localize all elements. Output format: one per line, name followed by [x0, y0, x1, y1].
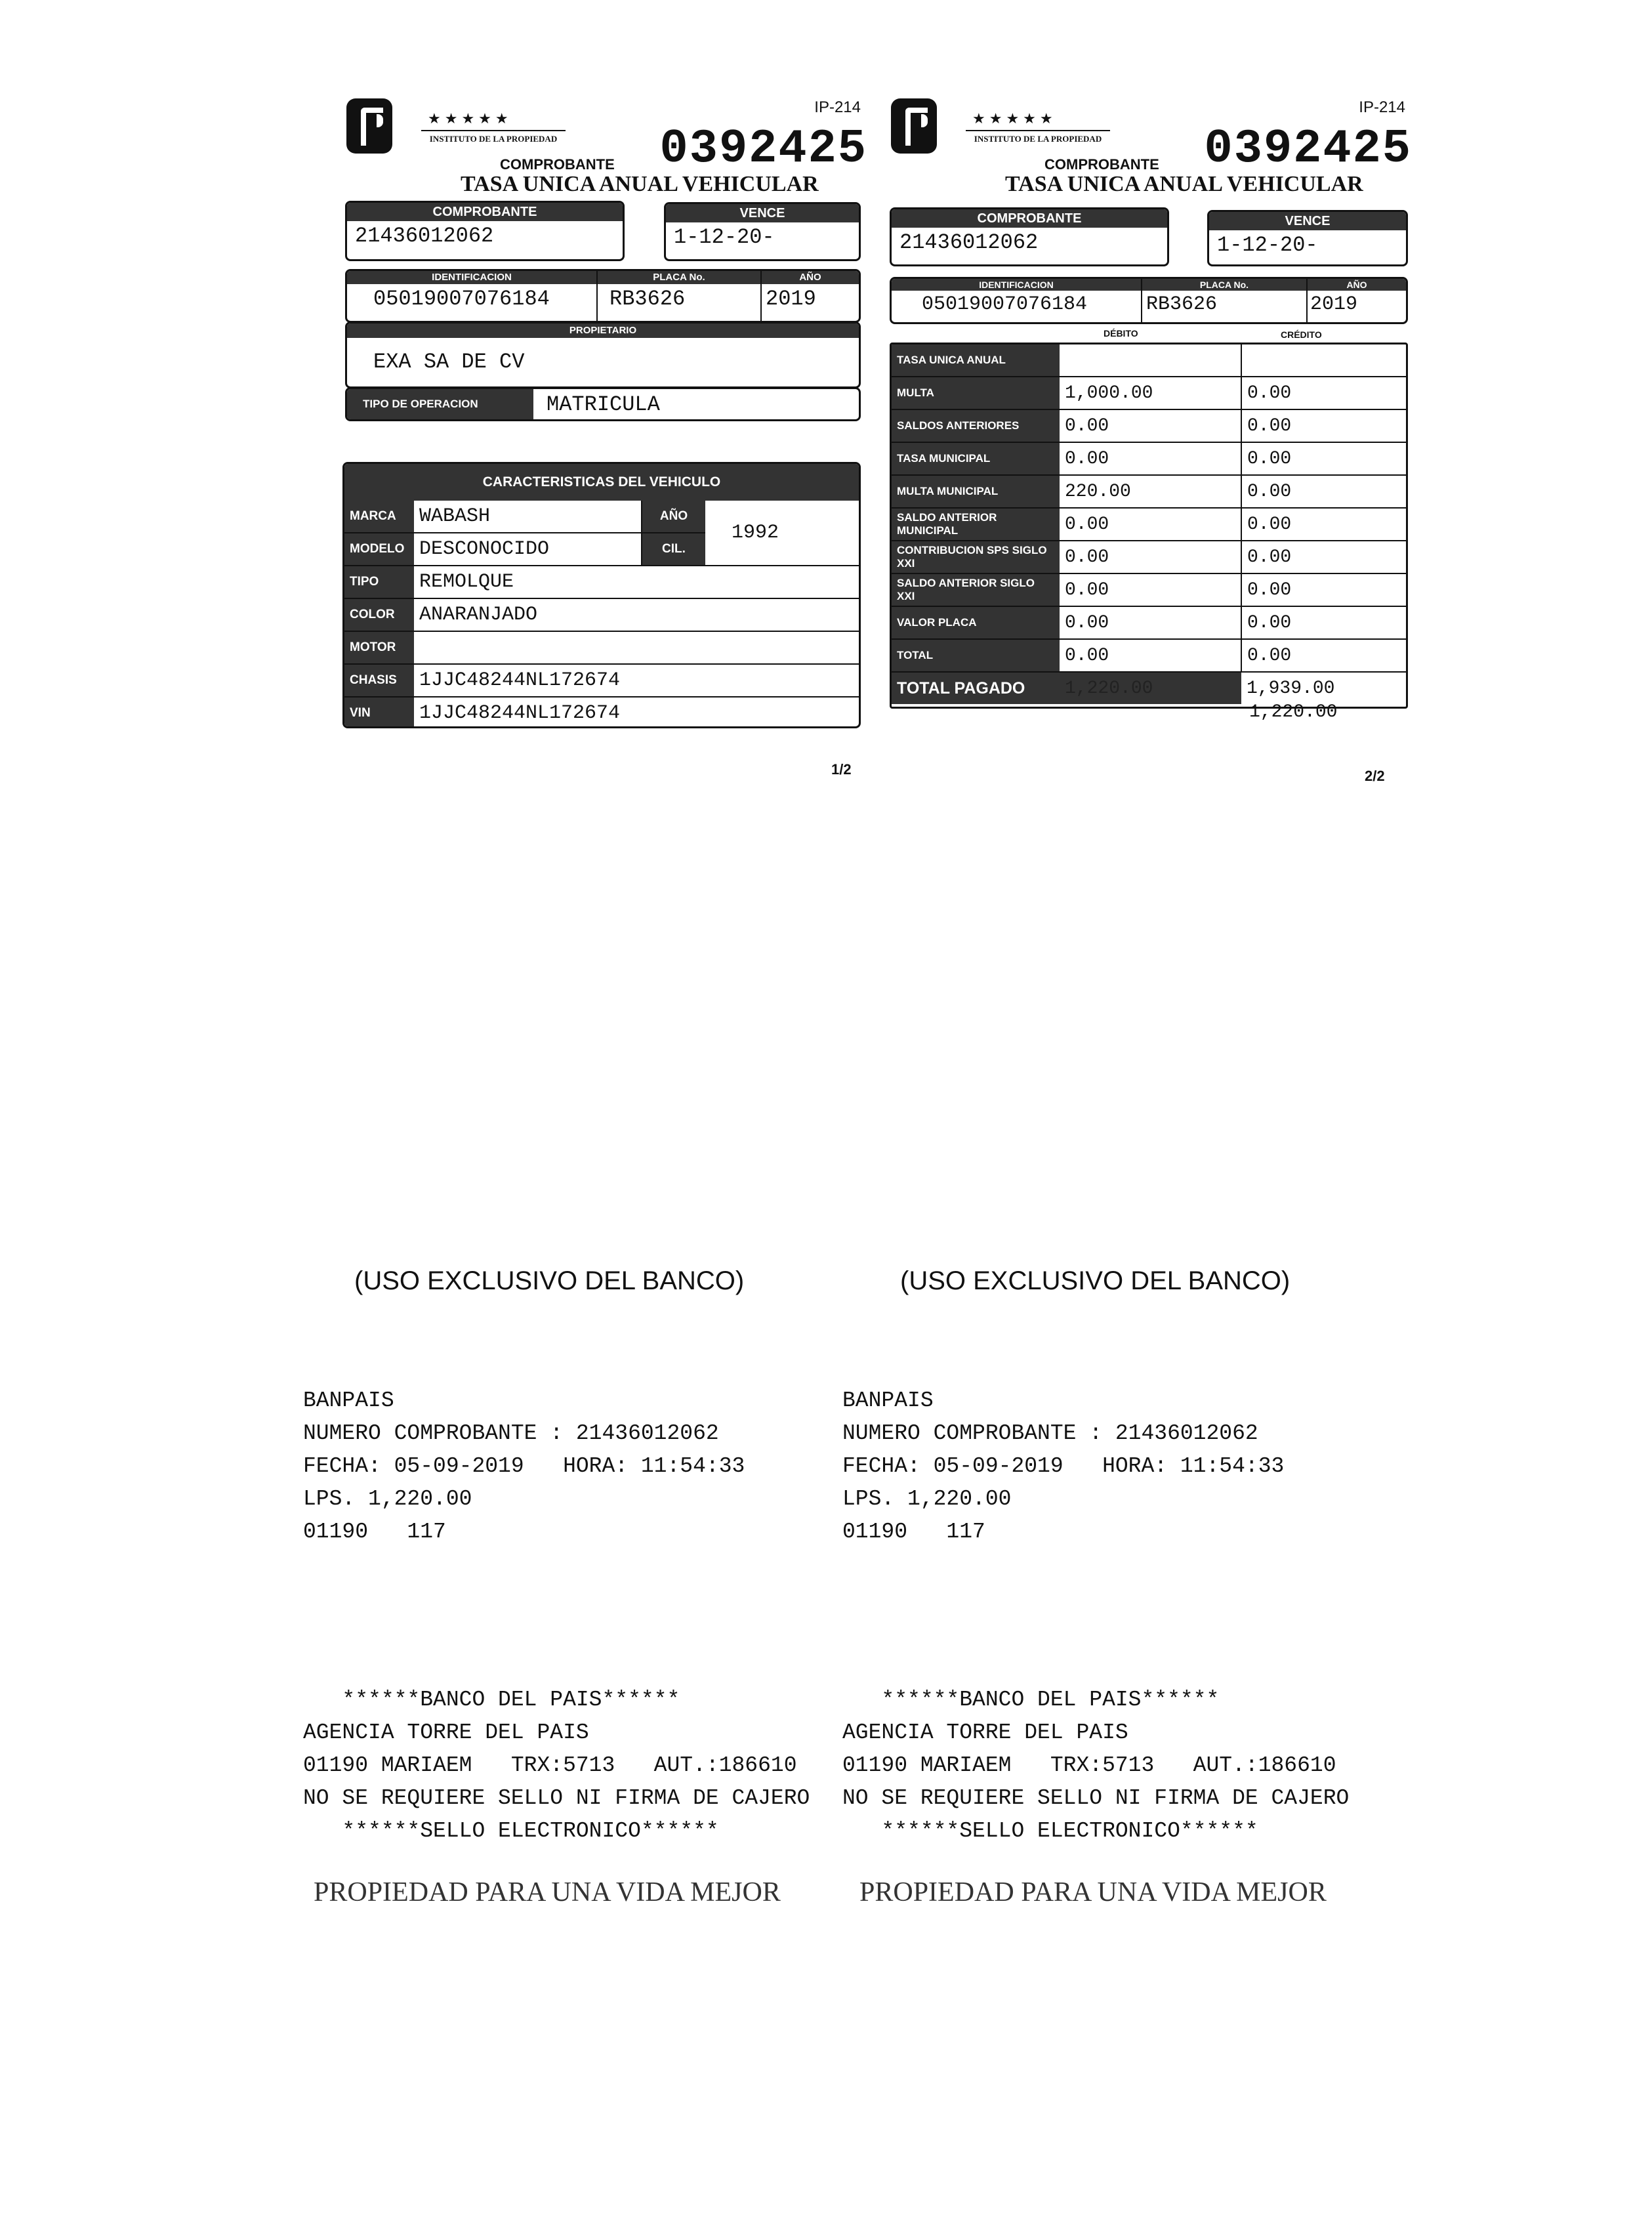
cil-label: CIL. — [642, 533, 705, 566]
chasis-label: CHASIS — [344, 664, 414, 697]
characteristics-header: CARACTERISTICAS DEL VEHICULO — [344, 464, 859, 501]
bank-stamp-left: ******BANCO DEL PAIS****** AGENCIA TORRE DEL PAIS 01190 MARIAEM TRX:5713 AUT.:186610 NO SE REQUIERE SELLO NI FIRMA DE CAJERO ******SELLO ELECTRONICO****** — [303, 1688, 810, 1843]
total-pagado-label: TOTAL PAGADO — [892, 672, 1060, 704]
vence-box — [1207, 210, 1408, 266]
document-title: TASA UNICA ANUAL VEHICULAR — [1005, 172, 1363, 196]
payment-row-debito: 0.00 — [1060, 508, 1241, 541]
bank-stamp-right: ******BANCO DEL PAIS****** AGENCIA TORRE DEL PAIS 01190 MARIAEM TRX:5713 AUT.:186610 NO SE REQUIERE SELLO NI FIRMA DE CAJERO ******SELLO ELECTRONICO****** — [842, 1688, 1350, 1843]
form-code: IP-214 — [814, 98, 861, 116]
vehicle-characteristics — [342, 462, 861, 728]
ip-logo-icon — [346, 98, 392, 154]
page-number: 2/2 — [1365, 768, 1385, 784]
vence-label: VENCE — [1209, 212, 1406, 230]
serial-number: 0392425 — [659, 122, 867, 176]
comprobante-box — [345, 201, 625, 261]
stars-decoration: ★★★★★ — [972, 110, 1057, 127]
comprobante-box — [890, 207, 1169, 266]
total-credito-2: 1,220.00 — [1249, 702, 1338, 722]
vence-value: 1-12-20- — [1217, 233, 1318, 257]
id-value: 05019007076184 — [922, 293, 1088, 316]
slogan-left: PROPIEDAD PARA UNA VIDA MEJOR — [314, 1877, 781, 1907]
payment-row — [892, 442, 1406, 475]
marca-label: MARCA — [344, 501, 414, 533]
payment-row-debito: 0.00 — [1060, 606, 1241, 639]
tipo-value: REMOLQUE — [414, 566, 859, 598]
left-receipt — [342, 72, 867, 778]
payment-row-label: SALDO ANTERIOR MUNICIPAL — [892, 508, 1060, 541]
institute-name: INSTITUTO DE LA PROPIEDAD — [966, 130, 1110, 144]
modelo-label: MODELO — [344, 533, 414, 566]
institute-name: INSTITUTO DE LA PROPIEDAD — [421, 130, 566, 144]
ip-logo-icon — [891, 98, 937, 154]
payment-row — [892, 475, 1406, 508]
ano-value: 2019 — [1310, 293, 1358, 316]
placa-value: RB3626 — [1146, 293, 1218, 316]
slogan-right: PROPIEDAD PARA UNA VIDA MEJOR — [859, 1877, 1327, 1907]
page-number: 1/2 — [831, 761, 852, 778]
right-receipt — [887, 72, 1412, 784]
payment-row — [892, 508, 1406, 541]
tipo-operacion-label: TIPO DE OPERACION — [347, 389, 533, 419]
vence-label: VENCE — [666, 204, 859, 222]
color-value: ANARANJADO — [414, 598, 859, 631]
total-credito: 1,939.00 — [1247, 678, 1335, 699]
chasis-value: 1JJC48244NL172674 — [414, 664, 859, 697]
payment-row-debito: 0.00 — [1060, 442, 1241, 475]
payment-row-label: SALDOS ANTERIORES — [892, 409, 1060, 442]
modelo-value: DESCONOCIDO — [414, 533, 642, 566]
anio-value: 1992 — [705, 501, 859, 566]
payment-row-label: TASA MUNICIPAL — [892, 442, 1060, 475]
ano-label: AÑO — [762, 271, 859, 284]
id-label: IDENTIFICACION — [347, 271, 596, 284]
comprobante-label: COMPROBANTE — [892, 209, 1167, 228]
payment-row-credito: 0.00 — [1241, 409, 1406, 442]
document-title: TASA UNICA ANUAL VEHICULAR — [461, 172, 819, 196]
payment-row-label: SALDO ANTERIOR SIGLO XXI — [892, 573, 1060, 606]
placa-label: PLACA No. — [1142, 279, 1306, 291]
comprobante-caption: COMPROBANTE — [500, 156, 615, 173]
total-debito: 1,220.00 — [1060, 672, 1241, 704]
payment-row-debito: 0.00 — [1060, 409, 1241, 442]
serial-number: 0392425 — [1204, 122, 1412, 176]
payment-row-credito: 0.00 — [1241, 475, 1406, 508]
payment-row-label: VALOR PLACA — [892, 606, 1060, 639]
comprobante-value: 21436012062 — [355, 224, 494, 248]
ano-label: AÑO — [1308, 279, 1406, 291]
payment-row-label: MULTA — [892, 377, 1060, 409]
vin-label: VIN — [344, 697, 414, 728]
payment-row-debito — [1060, 344, 1241, 377]
ano-value: 2019 — [766, 287, 816, 311]
payment-row-debito: 220.00 — [1060, 475, 1241, 508]
color-label: COLOR — [344, 598, 414, 631]
payment-row-credito: 0.00 — [1241, 508, 1406, 541]
propietario-label: PROPIETARIO — [347, 323, 859, 338]
debito-header: DÉBITO — [1104, 328, 1138, 339]
placa-value: RB3626 — [609, 287, 686, 311]
payment-row-label: TASA UNICA ANUAL — [892, 344, 1060, 377]
stars-decoration: ★★★★★ — [428, 110, 512, 127]
anio-label: AÑO — [642, 501, 705, 533]
tipo-operacion-box — [345, 387, 861, 421]
payment-row-debito: 0.00 — [1060, 573, 1241, 606]
bank-use-title-right: (USO EXCLUSIVO DEL BANCO) — [900, 1266, 1291, 1295]
payment-row-credito: 0.00 — [1241, 606, 1406, 639]
comprobante-label: COMPROBANTE — [347, 203, 623, 221]
bank-use-title-left: (USO EXCLUSIVO DEL BANCO) — [354, 1266, 745, 1295]
payment-row — [892, 377, 1406, 409]
payment-row-label: MULTA MUNICIPAL — [892, 475, 1060, 508]
payment-row — [892, 541, 1406, 573]
payment-table — [890, 343, 1408, 709]
vin-value: 1JJC48244NL172674 — [419, 702, 621, 724]
payment-row-credito: 0.00 — [1241, 639, 1406, 672]
payment-row-credito: 0.00 — [1241, 442, 1406, 475]
payment-row-label: TOTAL — [892, 639, 1060, 672]
vence-box — [664, 202, 861, 261]
payment-row — [892, 573, 1406, 606]
id-label: IDENTIFICACION — [892, 279, 1141, 291]
payment-row — [892, 344, 1406, 377]
comprobante-caption: COMPROBANTE — [1044, 156, 1159, 173]
tipo-operacion-value: MATRICULA — [547, 392, 660, 417]
credito-header: CRÉDITO — [1281, 329, 1322, 340]
payment-row-debito: 0.00 — [1060, 541, 1241, 573]
payment-row — [892, 409, 1406, 442]
identification-box — [345, 269, 861, 323]
payment-row — [892, 606, 1406, 639]
payment-row-debito: 0.00 — [1060, 639, 1241, 672]
payment-row-credito: 0.00 — [1241, 377, 1406, 409]
bank-receipt-left: BANPAIS NUMERO COMPROBANTE : 21436012062 FECHA: 05-09-2019 HORA: 11:54:33 LPS. 1,220.00 01190 117 — [303, 1388, 745, 1544]
payment-row-label: CONTRIBUCION SPS SIGLO XXI — [892, 541, 1060, 573]
propietario-box — [345, 322, 861, 388]
propietario-value: EXA SA DE CV — [373, 350, 525, 374]
marca-value: WABASH — [414, 501, 642, 533]
payment-row-credito: 0.00 — [1241, 541, 1406, 573]
form-code: IP-214 — [1359, 98, 1405, 116]
id-value: 05019007076184 — [373, 287, 550, 311]
payment-row-debito: 1,000.00 — [1060, 377, 1241, 409]
identification-box — [890, 277, 1408, 324]
payment-row — [892, 639, 1406, 672]
bank-receipt-right: BANPAIS NUMERO COMPROBANTE : 21436012062 FECHA: 05-09-2019 HORA: 11:54:33 LPS. 1,220.00 01190 117 — [842, 1388, 1285, 1544]
placa-label: PLACA No. — [598, 271, 760, 284]
payment-row-credito — [1241, 344, 1406, 377]
tipo-label: TIPO — [344, 566, 414, 598]
vence-value: 1-12-20- — [674, 225, 775, 249]
comprobante-value: 21436012062 — [899, 230, 1039, 255]
payment-row-credito: 0.00 — [1241, 573, 1406, 606]
motor-label: MOTOR — [344, 631, 414, 664]
